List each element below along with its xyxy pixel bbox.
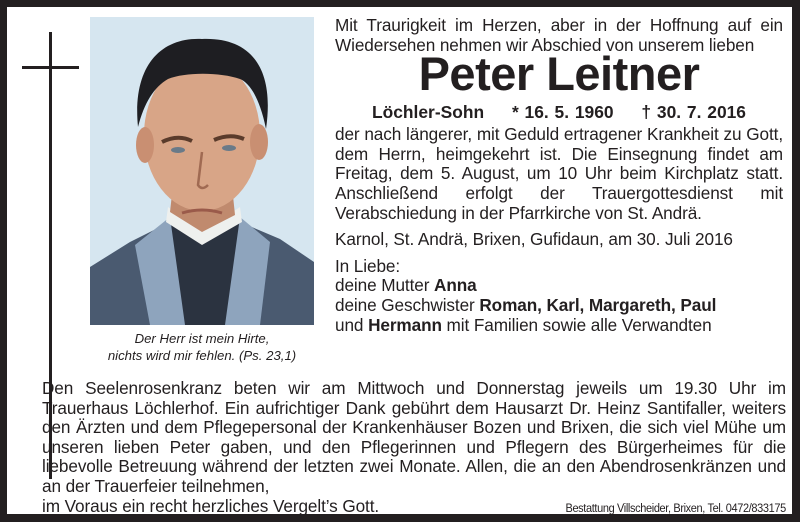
in-love-label: In Liebe: — [335, 255, 401, 276]
mourner-mother — [335, 276, 783, 296]
photo-caption — [90, 331, 314, 364]
life-dates — [335, 101, 783, 123]
birth-date: * 16. 5. 1960 — [511, 102, 614, 123]
mourner-siblings — [335, 296, 783, 316]
siblings-prefix: deine Geschwister — [335, 294, 480, 315]
mourner-siblings-cont — [335, 316, 783, 336]
place-and-date: Karnol, St. Andrä, Brixen, Gufidaun, am 30. Juli 2016 — [335, 229, 733, 250]
obituary-card — [7, 7, 792, 514]
deceased-name: Peter Leitner — [418, 47, 700, 101]
nickname: Löchler-Sohn — [372, 102, 485, 123]
cross-icon-horizontal — [22, 66, 79, 69]
portrait-illustration — [90, 17, 314, 325]
siblings-last-name: Hermann — [368, 314, 442, 335]
intro-text: Mit Traurigkeit im Herzen, aber in der Hoffnung auf ein Wiedersehen nehmen wir Abschied von unserem lieben — [335, 15, 783, 55]
closing-text: Den Seelenrosenkranz beten wir am Mittwoch und Donnerstag jeweils um 19.30 Uhr im Trauerhaus Löchlerhof. Ein aufrichtiger Dank gebührt dem Hausarzt Dr. Heinz Santifaller, weiters den Ärzten und dem Pflegepersonal der Krankenhäuser Bozen und Brixen, die sich viel Mühe um unseren lieben Peter gaben, und den Pflegerinnen und Pflegern des Bürgerheimes für die liebevolle Betreuung während der letzten zwei Monate. Allen, die an den Abendrosenkränzen und an der Trauerfeier teilnehmen, — [42, 378, 786, 496]
closing-last-row — [42, 497, 786, 519]
mother-name: Anna — [434, 275, 477, 296]
siblings-suffix: mit Familien sowie alle Verwandten — [441, 314, 712, 335]
closing-last-line: im Voraus ein recht herzliches Vergelt’s Gott. — [42, 495, 380, 516]
closing-section — [42, 379, 786, 518]
caption-line-1: Der Herr ist mein Hirte, — [134, 331, 270, 346]
siblings-and: und — [335, 314, 369, 335]
portrait-photo — [90, 17, 314, 325]
funeral-home-credit: Bestattung Villscheider, Brixen, Tel. 0472/833175 — [565, 500, 786, 515]
obituary-text-column — [335, 16, 783, 335]
announcement-text: der nach längerer, mit Geduld ertragener Krankheit zu Gott, dem Herrn, heimgekehrt ist. Die Einsegnung findet am Freitag, dem 5. August, um 10 Uhr beim Kirchplatz statt. Anschließend erfolgt der Trauergottesdienst mit Verabschiedung in der Pfarrkirche von St. Andrä. — [335, 124, 783, 223]
death-date: † 30. 7. 2016 — [641, 102, 746, 123]
mother-prefix: deine Mutter — [335, 275, 435, 296]
mourners-list — [335, 257, 783, 335]
siblings-names: Roman, Karl, Margareth, Paul — [479, 294, 717, 315]
caption-line-2: nichts wird mir fehlen. (Ps. 23,1) — [107, 347, 297, 363]
